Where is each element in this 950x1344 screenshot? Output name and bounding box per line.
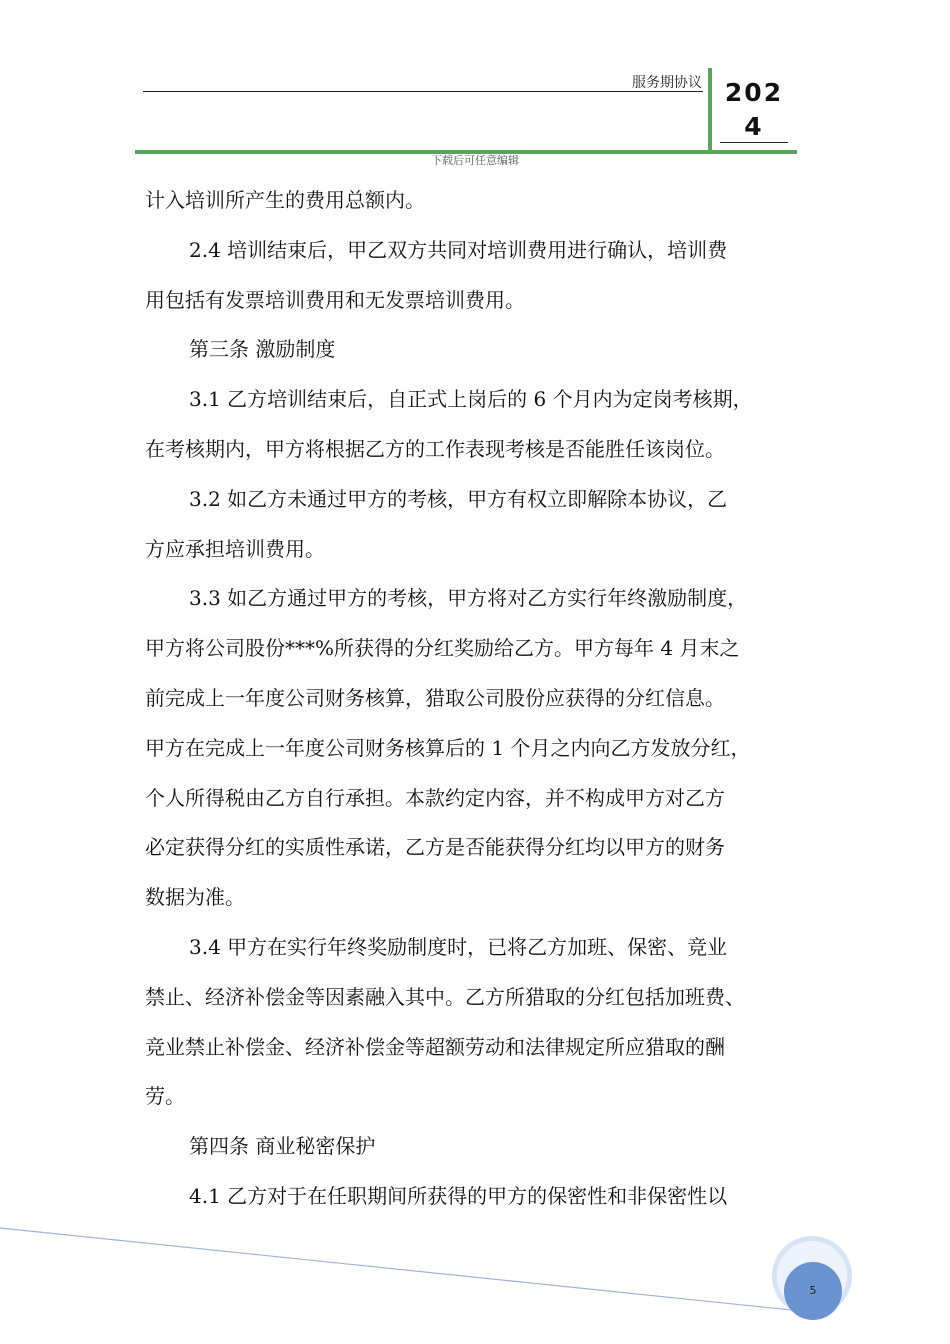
text-line: 甲方在完成上一年度公司财务核算后的 1 个月之内向乙方发放分红，	[145, 735, 751, 760]
text-line: 在考核期内，甲方将根据乙方的工作表现考核是否能胜任该岗位。	[145, 436, 725, 461]
text-line: 数据为准。	[145, 885, 245, 910]
header-subtitle: 下载后可任意编辑	[431, 154, 519, 167]
text-line: 用包括有发票培训费用和无发票培训费用。	[145, 287, 525, 312]
text-line: 竞业禁止补偿金、经济补偿金等超额劳动和法律规定所应猎取的酬	[145, 1034, 725, 1059]
text-line: 第四条 商业秘密保护	[189, 1134, 376, 1159]
text-line: 3.3 如乙方通过甲方的考核，甲方将对乙方实行年终激励制度，	[189, 586, 748, 611]
text-line: 前完成上一年度公司财务核算，猎取公司股份应获得的分红信息。	[145, 685, 725, 710]
text-line: 3.2 如乙方未通过甲方的考核，甲方有权立即解除本协议，乙	[189, 486, 728, 511]
text-line: 个人所得税由乙方自行承担。本款约定内容，并不构成甲方对乙方	[145, 785, 725, 810]
header-year-bottom: 4	[744, 112, 764, 141]
text-line: 第三条 激励制度	[189, 337, 336, 362]
text-line: 计入培训所产生的费用总额内。	[145, 188, 425, 212]
text-line: 4.1 乙方对于在任职期间所获得的甲方的保密性和非保密性以	[189, 1183, 728, 1208]
text-line: 禁止、经济补偿金等因素融入其中。乙方所猎取的分红包括加班费、	[145, 984, 745, 1009]
text-line: 必定获得分红的实质性承诺，乙方是否能获得分红均以甲方的财务	[145, 835, 725, 860]
text-line: 甲方将公司股份***%所获得的分红奖励给乙方。甲方每年 4 月末之	[145, 636, 740, 661]
text-line: 劳。	[145, 1084, 185, 1109]
text-line: 2.4 培训结束后，甲乙双方共同对培训费用进行确认，培训费	[189, 237, 728, 262]
text-line: 方应承担培训费用。	[145, 536, 325, 561]
header-year-top: 202	[724, 78, 784, 107]
header-title: 服务期协议	[632, 75, 702, 91]
page-number: 5	[809, 1284, 817, 1297]
text-line: 3.1 乙方培训结束后，自正式上岗后的 6 个月内为定岗考核期，	[189, 387, 753, 412]
footer-diagonal-line	[0, 1228, 830, 1314]
text-line: 3.4 甲方在实行年终奖励制度时，已将乙方加班、保密、竞业	[189, 934, 728, 959]
